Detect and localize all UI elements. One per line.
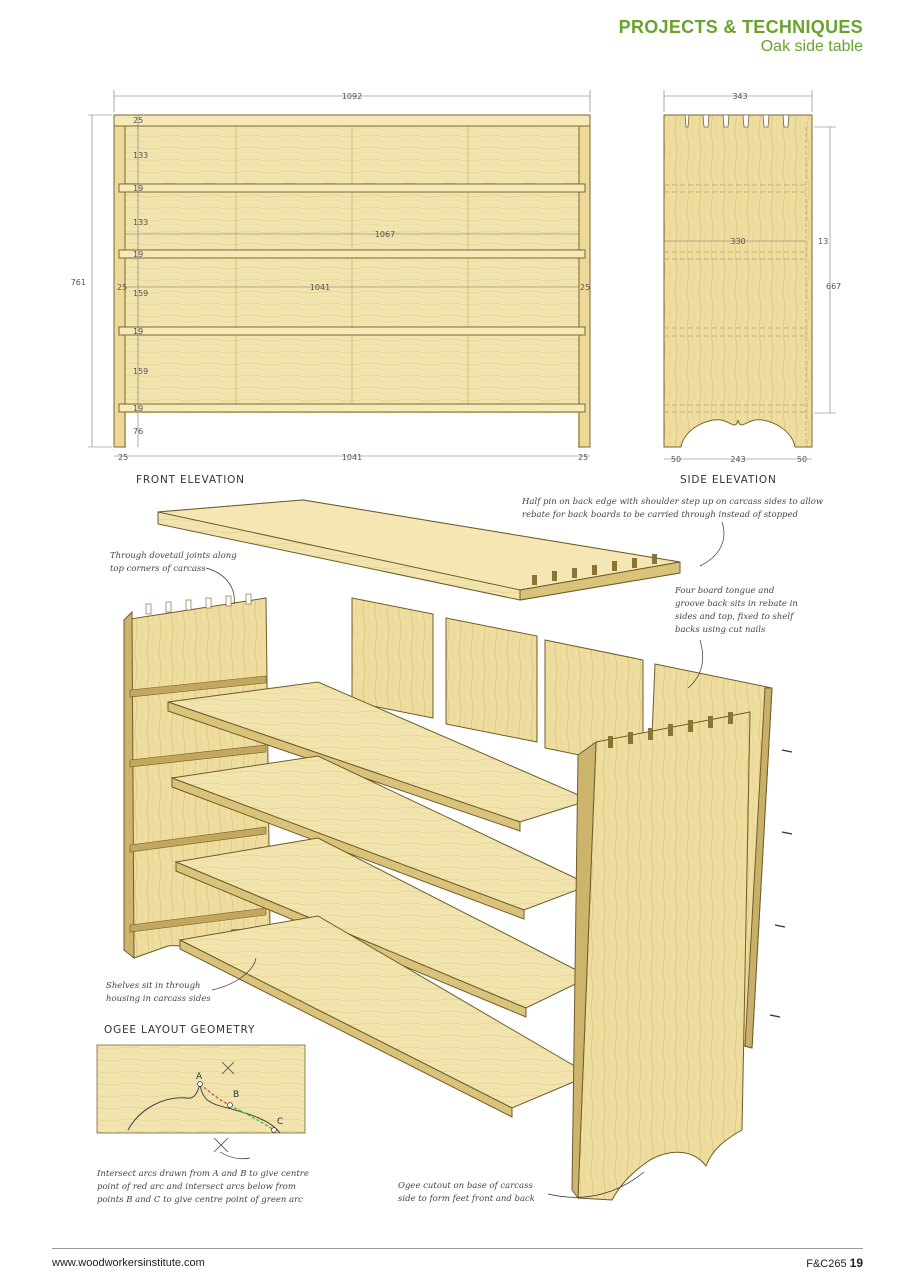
dim-side-left: 25 [117, 283, 128, 292]
article-subtitle: Oak side table [760, 38, 863, 55]
dim-side-middle: 243 [730, 455, 746, 464]
note-ogee-cutout: Ogee cutout on base of carcass side to form feet front and back [398, 1181, 535, 1204]
front-elevation-caption: FRONT ELEVATION [136, 474, 245, 486]
dim-gap2: 133 [133, 218, 149, 227]
dim-shelf3: 19 [133, 327, 144, 336]
dim-left-foot: 25 [118, 453, 129, 462]
dim-gap3: 159 [133, 289, 149, 298]
section-title: PROJECTS & TECHNIQUES [618, 17, 863, 37]
dim-side-right: 50 [796, 455, 808, 464]
dim-side-width: 343 [732, 92, 748, 101]
dim-height: 761 [70, 278, 86, 287]
dim-side-inner: 330 [730, 237, 746, 246]
note-ogee-arcs: Intersect arcs drawn from A and B to give centre point of red arc and intersect arcs below from points B and C to give centre point of green arc [97, 1169, 309, 1205]
dim-shelf2: 19 [133, 250, 144, 259]
note-half-pin: Half pin on back edge with shoulder step up on carcass sides to allow rebate for back boards to be carried through instead of stopped [522, 497, 824, 520]
website-link[interactable]: www.woodworkersinstitute.com [52, 1257, 205, 1269]
dim-top: 25 [133, 116, 144, 125]
page-number [806, 1256, 863, 1270]
side-elevation [664, 90, 841, 464]
ogee-geometry-title: OGEE LAYOUT GEOMETRY [104, 1024, 256, 1036]
ogee-point-c: C [277, 1117, 284, 1127]
dim-shelf-width: 1041 [309, 283, 331, 292]
ogee-point-b: B [233, 1090, 240, 1100]
footer-divider [52, 1248, 863, 1249]
dim-right-foot: 25 [578, 453, 589, 462]
dim-overall-width: 1092 [341, 92, 363, 101]
dim-inner-width: 1067 [374, 230, 396, 239]
dim-bottom-width: 1041 [341, 453, 363, 462]
page-num: 19 [849, 1256, 863, 1270]
dim-rebate: 13 [818, 237, 829, 246]
dim-shelf1: 19 [133, 184, 144, 193]
note-back-boards: Four board tongue and groove back sits in rebate in sides and top, fixed to shelf backs using cut nails [675, 586, 798, 635]
ogee-point-a: A [196, 1072, 203, 1082]
dim-side-height: 667 [826, 282, 842, 291]
dim-gap1: 133 [133, 151, 149, 160]
dim-foot: 76 [133, 427, 144, 436]
front-elevation [71, 90, 590, 462]
note-shelves: Shelves sit in through housing in carcass sides [106, 981, 211, 1004]
dim-gap4: 159 [133, 367, 149, 376]
issue-label: F&C265 [806, 1258, 847, 1270]
dim-shelf4: 19 [133, 404, 144, 413]
side-elevation-caption: SIDE ELEVATION [680, 474, 777, 486]
dim-side-left: 50 [670, 455, 682, 464]
dim-side-right: 25 [580, 283, 591, 292]
ogee-geometry-diagram [97, 1045, 305, 1152]
note-dovetail: Through dovetail joints along top corners of carcass [110, 551, 237, 574]
